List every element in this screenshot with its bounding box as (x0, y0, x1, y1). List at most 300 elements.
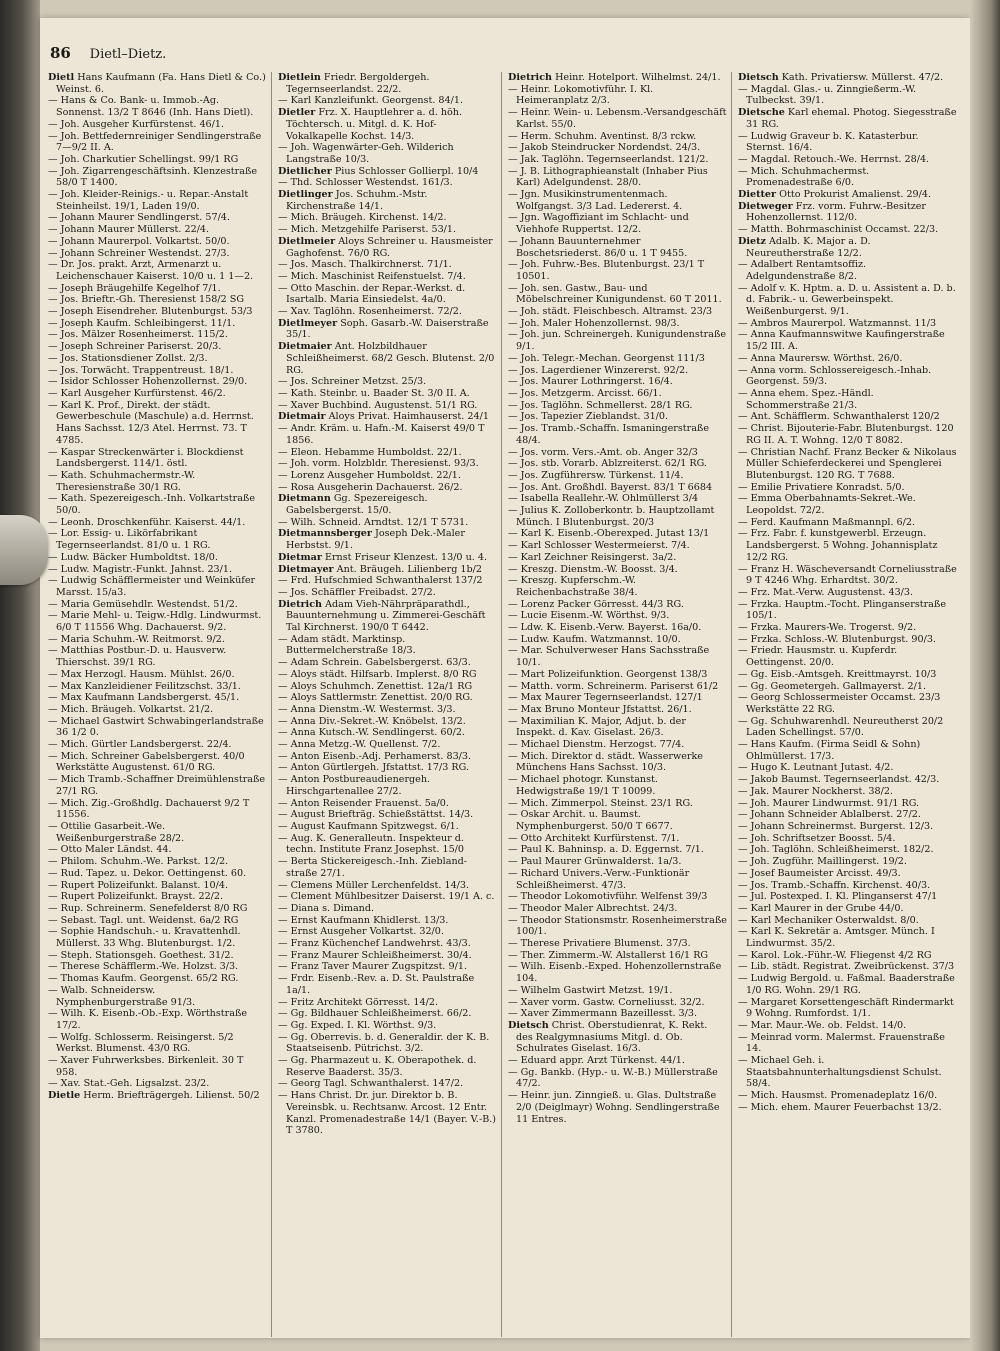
entry-details: Maler Ländst. 44. (82, 844, 172, 856)
directory-entry (738, 634, 958, 646)
entry-details: Bildhauer Schleißheimerst. 66/2. (307, 1008, 472, 1020)
entry-details: Bräugeh. Volkartst. 21/2. (88, 703, 214, 715)
entry-details: Bauunternehmer Boschetsriederst. 86/0 u. 1 T 9455. (516, 235, 688, 259)
directory-entry (738, 950, 958, 962)
entry-name: — Frz. (738, 528, 770, 540)
entry-details: Pius Schlosser Gollierpl. 10/4 (331, 165, 479, 177)
entry-name: — Joh. (508, 317, 540, 329)
entry-name: — Julius (508, 505, 548, 517)
directory-entry (48, 318, 267, 330)
entry-details: K. Eisenb.-Oberexped. Jutast 13/1 (541, 528, 710, 540)
entry-details: Schuhm. Aventinst. 8/3 rckw. (551, 130, 697, 142)
entry-name: — Jgn. (508, 212, 540, 224)
entry-name: — Anton (278, 774, 320, 786)
directory-entry (508, 142, 727, 154)
entry-name: — Philom. (48, 856, 98, 868)
entry-details: Taglöhn. Rosenheimerst. 72/2. (310, 306, 462, 318)
entry-details: Ausgeher Volkartst. 32/0. (317, 926, 444, 938)
entry-name: — Anna (278, 739, 316, 751)
entry-details: Archit. u. Baumst. Nymphenburgerst. 50/0 T 6677. (516, 809, 673, 832)
column-4 (738, 72, 962, 1337)
directory-entry (278, 1032, 497, 1055)
entry-details: Kanzleidiener Feilitzschst. 33/1. (81, 680, 241, 692)
entry-details: Schulverweser Hans Sachsstraße 10/1. (516, 645, 710, 669)
entry-name: — Jos. (508, 458, 539, 470)
entry-details: Schneider Ablalberst. 27/2. (784, 809, 921, 821)
entry-name: — Joh. (738, 856, 770, 868)
entry-name: — Joh. (48, 118, 80, 130)
entry-name: — Joseph (48, 341, 94, 353)
directory-entry (508, 1055, 727, 1067)
entry-details: H. Wäscheversandt Corneliusstraße 9 T 4246 Whg. Erhardtst. 30/2. (746, 563, 957, 587)
entry-details: Kräm. u. Hafn.-M. Kaiserst 49/0 T 1856. (286, 423, 485, 446)
directory-entry (48, 259, 267, 282)
directory-entry (738, 201, 958, 224)
entry-name: — Maximilian (508, 715, 575, 727)
entry-details: Mehl- u. Teigw.-Hdlg. Lindwurmst. 6/0 T 11556 Whg. Dachauerst. 9/2. (56, 610, 262, 634)
entry-name: — Michael (738, 1055, 790, 1067)
entry-details: Hausmstr. u. Kupferdr. Oettingenst. 20/0. (746, 645, 898, 669)
directory-entry (278, 739, 497, 751)
entry-name: — Anna (738, 387, 776, 399)
entry-details: Musikinstrumentenmach. Wolfgangst. 3/3 Lad. Ledererst. 4. (516, 189, 683, 212)
entry-details: Schäfflermeister und Weinküfer Marsst. 15/a3. (56, 575, 256, 598)
directory-entry (278, 318, 497, 341)
entry-name: — Thd. (278, 177, 313, 189)
directory-entry (48, 891, 267, 903)
entry-name: Dietsch (508, 1019, 549, 1031)
entry-details: Eisb.-Amtsgeh. Kreittmayrst. 10/3 (767, 668, 937, 680)
directory-entry (278, 657, 497, 669)
entry-name: — Gg. (738, 680, 768, 692)
entry-name: — Christian (738, 446, 796, 458)
directory-entry (508, 540, 727, 552)
directory-entry (48, 353, 267, 365)
entry-name: — Aug. (278, 832, 313, 844)
directory-entry (738, 645, 958, 668)
entry-details: Mat.-Verw. Augustenst. 43/3. (770, 586, 914, 598)
directory-entry (508, 599, 727, 611)
entry-name: — Joseph (48, 282, 94, 294)
directory-entry (278, 727, 497, 739)
entry-name: — Mich. (738, 165, 779, 177)
directory-entry (508, 1008, 727, 1020)
entry-details: Kanzleifunkt. Georgenst. 84/1. (311, 95, 464, 107)
entry-name: — Joseph (48, 306, 94, 318)
entry-name: — Michael (508, 774, 560, 786)
entry-details: Schreinermst. Burgerst. 12/3. (784, 821, 934, 832)
directory-entry (278, 762, 497, 774)
entry-name: — Anna (738, 352, 776, 364)
entry-name: — Mich. (508, 797, 549, 809)
entry-details: städt. Fleischbesch. Altramst. 23/3 (539, 306, 713, 318)
directory-entry (508, 634, 727, 646)
directory-entry (48, 224, 267, 236)
entry-name: Dietweger (738, 200, 793, 212)
entry-name: — Aloys (278, 680, 317, 692)
directory-entry (508, 482, 727, 494)
directory-entry (48, 189, 267, 212)
entry-details: Exped. I. Kl. Wörthst. 9/3. (307, 1019, 437, 1031)
directory-entry (278, 692, 497, 704)
entry-name: — Ludw. (508, 633, 550, 645)
entry-details: Wagenwärter-Geh. Wilderich Langstraße 10/3. (286, 142, 454, 165)
directory-entry (508, 833, 727, 845)
entry-name: Dietl (48, 72, 75, 83)
entry-name: — Ludwig (738, 130, 787, 142)
directory-entry (48, 821, 267, 844)
directory-entry (508, 236, 727, 259)
directory-entry (508, 915, 727, 938)
directory-entry (278, 271, 497, 283)
entry-name: — Jakob (508, 142, 548, 154)
directory-entry (738, 798, 958, 810)
entry-details: Bäcker Humboldtst. 18/0. (89, 551, 218, 563)
entry-details: Kaufmann Spitzwegst. 6/1. (324, 821, 459, 832)
directory-entry (278, 587, 497, 599)
entry-details: Torwächt. Trappentreust. 18/1. (78, 364, 234, 376)
entry-details: Direktor d. städt. Wasserwerke Münchens Hans Sachsst. 10/3. (516, 750, 703, 774)
entry-details: Schlosser Westermeierst. 7/4. (541, 540, 690, 552)
entry-name: — Max (48, 692, 82, 704)
directory-entry (278, 1020, 497, 1032)
entry-details: Packer Görresst. 44/3 RG. (554, 598, 684, 610)
entry-details: vorm. Schlossereigesch.-Inhab. Georgenst. 59/3. (746, 364, 932, 388)
directory-entry (738, 692, 958, 715)
entry-details: Karl ehemal. Photog. Siegesstraße 31 RG. (746, 107, 957, 130)
entry-details: Hebamme Humboldst. 22/1. (321, 446, 462, 458)
entry-name: — Therese (48, 961, 100, 973)
entry-details: Tapezier Zieblandst. 31/0. (538, 411, 669, 423)
directory-entry (48, 868, 267, 880)
entry-name: — Ernst (278, 914, 318, 926)
entry-details: Zugführersw. Türkenst. 11/4. (538, 469, 684, 481)
directory-entry (278, 926, 497, 938)
entry-name: — Jos. (278, 376, 309, 388)
entry-name: — Frzka. (738, 622, 782, 634)
directory-entry (278, 482, 497, 494)
entry-details: Gastwirt Metzst. 19/1. (560, 984, 673, 996)
entry-name: — Franz (278, 949, 319, 961)
entry-name: — Mar. (738, 1019, 773, 1031)
entry-details: Masch. Thalkirchnerst. 71/1. (308, 259, 452, 271)
entry-name: — Kath. (278, 387, 317, 399)
entry-name: — Gg. (508, 1066, 538, 1078)
entry-name: — Frzka. (738, 598, 782, 610)
entry-name: Dietle (48, 1090, 81, 1102)
directory-entry (278, 376, 497, 388)
entry-details: Tramb.-Schaffn. Ismaningerstraße 48/4. (516, 423, 710, 446)
entry-name: Dietlicher (278, 165, 332, 177)
entry-details: Mechaniker Osterwaldst. 8/0. (771, 914, 919, 926)
entry-details: Bräugehilfe Kegelhof 7/1. (93, 282, 221, 294)
directory-entry (508, 447, 727, 459)
entry-name: — Ther. (508, 949, 546, 961)
entry-name: — Xav. (48, 1078, 81, 1090)
entry-name: — Isidor (48, 376, 89, 388)
directory-entry (278, 72, 497, 95)
entry-details: Maurerpol. Volkartst. 50/0. (94, 235, 230, 247)
entry-details: Streckenwärter i. Blockdienst Landsbergerst. 114/1. östl. (56, 446, 244, 470)
entry-details: s. Dimand. (319, 902, 375, 914)
directory-entry (738, 926, 958, 949)
directory-entry (508, 704, 727, 716)
entry-name: — Anton (278, 762, 320, 774)
entry-name: — Mich. (48, 797, 89, 809)
entry-details: Sattlermstr. Zenettist. 20/0 RG. (316, 692, 473, 704)
entry-name: — Joh. (48, 189, 80, 201)
entry-name: — Jgn. (508, 189, 540, 201)
entry-details: Schuhm.-We. Parkst. 12/2. (97, 856, 229, 868)
entry-name: — Matthias (48, 645, 104, 657)
entry-name: — Ottilie (48, 821, 92, 832)
entry-details: Oberbahnamts-Sekret.-We. Leopoldst. 72/2. (746, 493, 916, 517)
entry-name: — Jos. (278, 586, 309, 598)
entry-details: Schreinerm. Senefelderst 8/0 RG (83, 902, 248, 914)
entry-name: — Jos. (508, 376, 539, 388)
entry-details: Kaufmannswitwe Kaufingerstraße 15/2 III. A. (746, 329, 945, 353)
entry-name: — Max (508, 703, 542, 715)
directory-entry (738, 856, 958, 868)
entry-details: Bankb. (Hyp.- u. W.-B.) Müllerstraße 47/2. (516, 1066, 718, 1090)
directory-entry (278, 716, 497, 728)
entry-name: — Heinr. (508, 107, 551, 119)
directory-entry (48, 1008, 267, 1031)
entry-name: — Clemens (278, 879, 333, 891)
directory-entry (278, 470, 497, 482)
directory-entry (48, 915, 267, 927)
directory-entry (278, 681, 497, 693)
directory-entry (48, 341, 267, 353)
directory-entry (278, 751, 497, 763)
entry-name: — Xaver (48, 1055, 89, 1067)
directory-entry (738, 961, 958, 973)
entry-details: Frz. vorm. Fuhrw.-Besitzer Hohenzollernst. 112/0. (746, 200, 927, 224)
directory-entry (278, 950, 497, 962)
entry-name: — Anna (278, 715, 316, 727)
entry-details: Spezereigesch.-Inh. Volkartstraße 50/0. (56, 493, 255, 517)
entry-details: Maurers-We. Trogerst. 9/2. (781, 622, 917, 634)
directory-entry (48, 1090, 267, 1102)
entry-details: Bijouterie-Fabr. Blutenburgst. 120 RG II. A. T. Wohng. 12/0 T 8082. (746, 423, 954, 446)
entry-details: Droschkenführ. Kaiserst. 44/1. (93, 516, 246, 528)
entry-name: — Jos. (508, 446, 539, 458)
directory-entry (508, 997, 727, 1009)
directory-entry (738, 716, 958, 739)
directory-entry (278, 938, 497, 950)
directory-entry (48, 1032, 267, 1055)
directory-entry (508, 798, 727, 810)
entry-name: — Jos. (278, 259, 309, 271)
directory-entry (508, 903, 727, 915)
entry-name: — Ldw. (508, 622, 544, 634)
entry-name: — Rud. (48, 867, 84, 879)
directory-entry (738, 891, 958, 903)
directory-entry (48, 400, 267, 447)
entry-details: Zimmerpol. Steinst. 23/1 RG. (548, 797, 693, 809)
entry-details: Architekt Kurfürstenst. 7/1. (542, 832, 680, 844)
entry-name: Dietlmeyer (278, 317, 338, 329)
entry-details: Dienstm.-W. Boosst. 3/4. (557, 563, 678, 575)
directory-entry (508, 844, 727, 856)
directory-entry (738, 880, 958, 892)
directory-entry (278, 493, 497, 516)
directory-entry (278, 809, 497, 821)
entry-details: Taglöhn. Schmellerst. 28/1 RG. (538, 399, 693, 411)
entry-name: — Wolfg. (48, 1031, 92, 1043)
entry-details: K. Leutnant Jutast. 4/2. (777, 762, 894, 774)
directory-entry (508, 961, 727, 984)
directory-entry (508, 458, 727, 470)
entry-name: — Joh. (48, 153, 80, 165)
directory-entry (738, 669, 958, 681)
directory-entry (48, 704, 267, 716)
entry-details: Buchbind. Augustenst. 51/1 RG. (318, 399, 478, 411)
entry-name: — Joh. (508, 352, 540, 364)
entry-name: — Karl (508, 540, 542, 552)
entry-details: Eisenb.-Exped. Hohenzollernstraße 104. (516, 961, 722, 985)
entry-name: — Adam (278, 657, 319, 669)
directory-entry (48, 388, 267, 400)
directory-entry (48, 154, 267, 166)
directory-entry (278, 891, 497, 903)
entry-name: — Johann (48, 247, 95, 259)
entry-name: Dietmair (278, 411, 326, 423)
book-spine (0, 0, 40, 1351)
entry-details: Hufschmied Schwanthalerst 137/2 (311, 575, 483, 587)
entry-name: — Adam (278, 633, 319, 645)
directory-entry (278, 458, 497, 470)
entry-details: Maschinist Reifenstuelst. 7/4. (318, 270, 466, 282)
entry-details: Zigarrengeschäftsinh. Klenzestraße 58/0 T 1400. (56, 165, 258, 189)
entry-details: Kleider-Reinigs.- u. Repar.-Anstalt Steinheilst. 19/1, Laden 19/0. (56, 189, 249, 212)
entry-name: — Anna (278, 703, 316, 715)
entry-details: Hausmst. Promenadeplatz 16/0. (778, 1090, 938, 1102)
entry-details: ehem. Maurer Feuerbachst 13/2. (778, 1101, 942, 1113)
entry-name: — Karl (738, 902, 772, 914)
entry-details: Tagl. unt. Weidenst. 6a/2 RG (96, 914, 239, 926)
entry-name: — Mich. (278, 212, 319, 224)
entry-name: Dietrich (508, 72, 553, 83)
entry-details: Joseph Dek.-Maler Herbstst. 9/1. (286, 528, 465, 552)
entry-details: Eisenb.-Adj. Perhamerst. 83/3. (319, 750, 472, 762)
entry-name: — Johann (48, 224, 95, 236)
entry-name: — Richard (508, 867, 559, 879)
entry-name: — Jos. (508, 423, 539, 435)
entry-details: Hans Kaufmann (Fa. Hans Dietl & Co.) Weinst. 6. (56, 72, 266, 95)
directory-entry (48, 283, 267, 295)
entry-details: Taglöhn. Tegernseerlandst. 121/2. (539, 153, 709, 165)
entry-name: — Maria (48, 598, 90, 610)
entry-details: Schuhm.-W. Reitmorst. 9/2. (89, 633, 225, 645)
entry-details: Fabr. f. kunstgewerbl. Erzeugn. Landsbergerst. 5 Wohng. Johannisplatz 12/2 RG. (746, 528, 938, 563)
directory-entry (278, 973, 497, 996)
page-number: 86 (50, 44, 71, 62)
directory-entry (508, 564, 727, 576)
directory-entry (508, 283, 727, 306)
directory-entry (48, 880, 267, 892)
directory-entry (48, 236, 267, 248)
entry-name: — Joh. (278, 142, 310, 154)
entry-name: — Frdr. (278, 973, 315, 985)
entry-details: Kaufm. Schleibingerst. 11/1. (93, 317, 236, 329)
entry-details: Ausgeherin Dachauerst. 26/2. (314, 481, 463, 493)
entry-name: — Frz. (738, 586, 770, 598)
directory-entry (738, 423, 958, 446)
entry-details: städt. Registrat. Zweibrückenst. 37/3 (769, 961, 955, 973)
directory-entry (278, 189, 497, 212)
entry-name: Dietz (738, 235, 766, 247)
entry-details: stb. Vorarb. Ablzreiterst. 62/1 RG. (538, 458, 707, 470)
entry-details: Baumst. Tegernseerlandst. 42/3. (777, 774, 940, 786)
directory-entry (738, 844, 958, 856)
directory-entry (48, 903, 267, 915)
entry-details: Heinr. Hotelport. Wilhelmst. 24/1. (552, 72, 721, 83)
running-head: Dietl–Dietz. (89, 47, 167, 62)
entry-details: Steindrucker Nordendst. 24/3. (547, 142, 701, 154)
entry-name: — Jak. (738, 785, 770, 797)
directory-entry (48, 1055, 267, 1078)
directory-entry (278, 1078, 497, 1090)
entry-details: Fuhrw.-Bes. Blutenburgst. 23/1 T 10501. (516, 259, 705, 282)
entry-name: — Paul (508, 844, 542, 856)
entry-name: — Hans (278, 1090, 316, 1102)
directory-entry (738, 493, 958, 516)
directory-entry (278, 564, 497, 576)
entry-details: sen. Gastw., Bau- und Möbelschreiner Kunigundenst. 60 T 2011. (516, 282, 722, 306)
entry-details: Maurer Lindwurmst. 91/1 RG. (769, 797, 920, 809)
entry-name: Dietmaier (278, 341, 332, 353)
directory-entry (738, 72, 958, 84)
directory-entry (508, 528, 727, 540)
entry-details: Polizeifunktion. Georgenst 138/3 (544, 668, 708, 680)
directory-entry (48, 552, 267, 564)
directory-entry (278, 107, 497, 142)
directory-entry (508, 1090, 727, 1125)
entry-name: Dietmayer (278, 563, 334, 575)
directory-entry (48, 95, 267, 118)
entry-details: Schuhmch. Zenettist. 12a/1 RG (316, 680, 473, 692)
entry-details: vorm. Malermst. Frauenstraße 14. (746, 1031, 945, 1055)
entry-details: Frz. X. Hauptlehrer a. d. höh. Töchtersch. u. Mitgl. d. K. Hof-Vokalkapelle Kochst. 14/3. (286, 107, 463, 142)
entry-details: Geh. i. Staatsbahnunterhaltungsdienst Schulst. 58/4. (746, 1055, 942, 1090)
directory-entry (508, 259, 727, 282)
directory-entry (48, 470, 267, 493)
entry-details: Postbur.-D. u. Hausverw. Thierschst. 39/1 RG. (56, 645, 227, 669)
entry-details: Herm. Briefträgergeh. Lilienst. 50/2 (80, 1090, 260, 1102)
entry-details: Lok.-Führ.-W. Fliegenst 4/2 RG (780, 949, 932, 961)
entry-name: Dietlinger (278, 189, 333, 201)
directory-entry (738, 84, 958, 107)
entry-details: Ausgeher Humboldst. 22/1. (324, 469, 461, 481)
directory-entry (508, 622, 727, 634)
entry-name: — Karl (508, 551, 542, 563)
entry-details: Maurer Müllerst. 22/4. (94, 224, 210, 236)
directory-entry (48, 365, 267, 377)
directory-entry (48, 166, 267, 189)
entry-details: Gemüsehdlr. Westendst. 51/2. (89, 598, 238, 610)
entry-name: — Marie (48, 610, 90, 622)
entry-details: Zugführ. Maillingerst. 19/2. (769, 856, 907, 868)
entry-details: prakt. Arzt, Armenarzt u. Leichenschauer Kaiserst. 10/0 u. 1 1—2. (56, 259, 254, 282)
directory-entry (278, 1055, 497, 1078)
directory-entry (48, 610, 267, 633)
entry-name: — Margaret (738, 996, 797, 1008)
directory-entry (48, 447, 267, 470)
directory-entry (48, 493, 267, 516)
entry-details: Ausgeher Kurfürstenst. 46/2. (81, 387, 226, 399)
entry-details: Nachf. Franz Becker & Nikolaus Müller Schieferdeckerei und Spenglerei Blutenburgst. 120 RG. T 7688. (746, 446, 957, 481)
